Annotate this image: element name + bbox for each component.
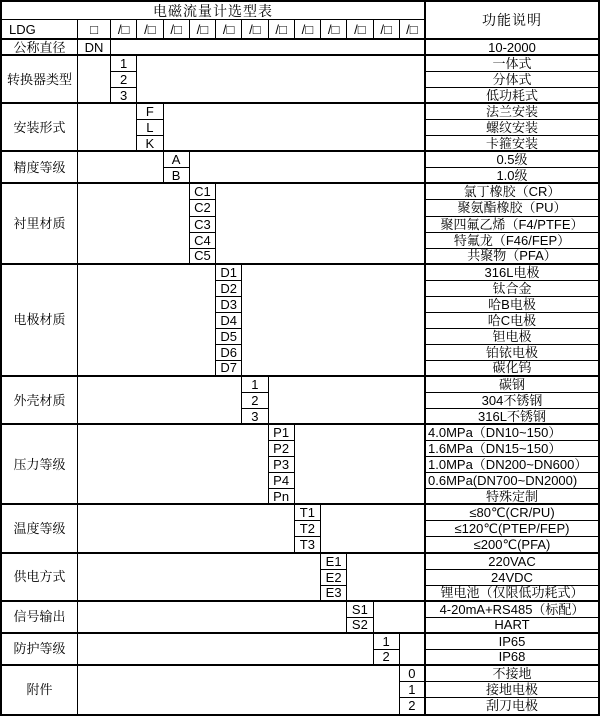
code-cell: 1 — [242, 377, 268, 393]
empty-area — [269, 377, 427, 425]
desc-cell: HART — [426, 618, 598, 634]
empty-area — [78, 634, 374, 666]
desc-cell: 特殊定制 — [426, 489, 598, 505]
code-cell: D5 — [216, 329, 242, 345]
model-digit-slot: /□ — [400, 20, 426, 40]
code-cell: Pn — [269, 489, 295, 505]
empty-area — [111, 40, 426, 56]
desc-cell: ≤80℃(CR/PU) — [426, 505, 598, 521]
desc-cell: 锂电池（仅限低功耗式） — [426, 586, 598, 602]
desc-cell: 哈B电极 — [426, 297, 598, 313]
model-digit-slot: /□ — [269, 20, 295, 40]
desc-cell: 哈C电极 — [426, 313, 598, 329]
model-digit-slot: /□ — [321, 20, 347, 40]
section-label: 电极材质 — [2, 265, 78, 377]
code-cell: E1 — [321, 554, 347, 570]
section-label: 转换器类型 — [2, 56, 78, 104]
desc-cell: 220VAC — [426, 554, 598, 570]
desc-cell: 一体式 — [426, 56, 598, 72]
code-cell: D7 — [216, 361, 242, 377]
desc-cell: 不接地 — [426, 666, 598, 682]
empty-area — [321, 505, 426, 553]
empty-area — [78, 602, 347, 634]
desc-cell: 24VDC — [426, 570, 598, 586]
code-cell: P3 — [269, 457, 295, 473]
empty-area — [137, 56, 426, 104]
model-digit-slot: /□ — [137, 20, 163, 40]
code-cell: T3 — [295, 537, 321, 553]
section-label: 温度等级 — [2, 505, 78, 553]
desc-cell: 法兰安装 — [426, 104, 598, 120]
model-digit-slot: /□ — [347, 20, 373, 40]
desc-cell: 刮刀电极 — [426, 698, 598, 714]
desc-cell: 特氟龙（F46/FEP） — [426, 233, 598, 249]
empty-area — [216, 184, 426, 264]
table-title: 电磁流量计选型表 — [2, 2, 426, 20]
code-cell: L — [137, 120, 163, 136]
section-label: 压力等级 — [2, 425, 78, 505]
desc-cell: 316L电极 — [426, 265, 598, 281]
empty-area — [347, 554, 426, 602]
desc-cell: 聚四氟乙烯（F4/PTFE） — [426, 217, 598, 233]
desc-cell: 螺纹安装 — [426, 120, 598, 136]
section-label: 附件 — [2, 666, 78, 714]
section-label: 防护等级 — [2, 634, 78, 666]
code-cell: K — [137, 136, 163, 152]
empty-area — [78, 554, 321, 602]
code-cell: 2 — [242, 393, 268, 409]
code-cell: B — [164, 168, 190, 184]
code-cell: 2 — [111, 72, 137, 88]
code-cell: F — [137, 104, 163, 120]
code-cell: P4 — [269, 473, 295, 489]
desc-cell: ≤120℃(PTEP/FEP) — [426, 521, 598, 537]
code-cell: 2 — [374, 650, 400, 666]
code-cell: C5 — [190, 249, 216, 265]
desc-cell: 0.5级 — [426, 152, 598, 168]
code-cell: D4 — [216, 313, 242, 329]
code-cell: D1 — [216, 265, 242, 281]
section-label: 供电方式 — [2, 554, 78, 602]
desc-cell: 304不锈钢 — [426, 393, 598, 409]
desc-cell: 1.0级 — [426, 168, 598, 184]
section-label: 精度等级 — [2, 152, 78, 184]
desc-cell: 1.6MPa（DN15~150） — [426, 441, 598, 457]
desc-cell: 碳化钨 — [426, 361, 598, 377]
model-digit-slot: /□ — [242, 20, 268, 40]
code-cell: 2 — [400, 698, 426, 714]
code-cell: D3 — [216, 297, 242, 313]
desc-cell: 4-20mA+RS485（标配） — [426, 602, 598, 618]
code-cell: 3 — [242, 409, 268, 425]
model-digit-slot: /□ — [216, 20, 242, 40]
empty-area — [78, 425, 269, 505]
desc-cell: 铂铱电极 — [426, 345, 598, 361]
model-digit-slot: /□ — [374, 20, 400, 40]
code-cell: 1 — [374, 634, 400, 650]
code-cell: E2 — [321, 570, 347, 586]
desc-cell: ≤200℃(PFA) — [426, 537, 598, 553]
code-cell: C1 — [190, 184, 216, 200]
model-code-label: LDG — [2, 20, 78, 40]
model-digit-slot: /□ — [164, 20, 190, 40]
model-digit-slot: /□ — [190, 20, 216, 40]
section-label: 信号输出 — [2, 602, 78, 634]
code-cell: C3 — [190, 217, 216, 233]
code-cell: D6 — [216, 345, 242, 361]
code-cell: E3 — [321, 586, 347, 602]
empty-area — [78, 152, 164, 184]
desc-cell: 0.6MPa(DN700~DN2000) — [426, 473, 598, 489]
desc-cell: 共聚物（PFA） — [426, 249, 598, 265]
code-cell: C4 — [190, 233, 216, 249]
desc-cell: 碳钢 — [426, 377, 598, 393]
desc-cell: 4.0MPa（DN10~150） — [426, 425, 598, 441]
empty-area — [164, 104, 427, 152]
model-code-first-slot: □ — [78, 20, 111, 40]
desc-cell: 氯丁橡胶（CR） — [426, 184, 598, 200]
desc-cell: 1.0MPa（DN200~DN600） — [426, 457, 598, 473]
function-description-header: 功能说明 — [426, 2, 598, 40]
desc-cell: 聚氨酯橡胶（PU） — [426, 200, 598, 216]
empty-area — [78, 265, 216, 377]
empty-area — [78, 505, 295, 553]
empty-area — [374, 602, 427, 634]
empty-area — [78, 104, 137, 152]
code-cell: A — [164, 152, 190, 168]
code-cell: S1 — [347, 602, 373, 618]
model-digit-slot: /□ — [111, 20, 137, 40]
desc-cell: IP65 — [426, 634, 598, 650]
empty-area — [400, 634, 426, 666]
code-cell: T1 — [295, 505, 321, 521]
desc-cell: 316L不锈钢 — [426, 409, 598, 425]
code-cell: P1 — [269, 425, 295, 441]
desc-cell: 分体式 — [426, 72, 598, 88]
code-cell: 1 — [111, 56, 137, 72]
section-label: 衬里材质 — [2, 184, 78, 264]
empty-area — [78, 184, 190, 264]
code-cell: S2 — [347, 618, 373, 634]
section-label: 安装形式 — [2, 104, 78, 152]
empty-area — [295, 425, 426, 505]
desc-cell: 钽电极 — [426, 329, 598, 345]
empty-area — [78, 666, 400, 714]
empty-area — [242, 265, 426, 377]
desc-cell: 接地电极 — [426, 682, 598, 698]
section-label: 外壳材质 — [2, 377, 78, 425]
code-cell: 0 — [400, 666, 426, 682]
empty-area — [190, 152, 426, 184]
code-cell: 1 — [400, 682, 426, 698]
code-cell: P2 — [269, 441, 295, 457]
desc-cell: 10-2000 — [426, 40, 598, 56]
code-cell: T2 — [295, 521, 321, 537]
code-cell: DN — [78, 40, 111, 56]
desc-cell: IP68 — [426, 650, 598, 666]
desc-cell: 低功耗式 — [426, 88, 598, 104]
desc-cell: 钛合金 — [426, 281, 598, 297]
model-digit-slot: /□ — [295, 20, 321, 40]
empty-area — [78, 377, 242, 425]
code-cell: C2 — [190, 200, 216, 216]
code-cell: 3 — [111, 88, 137, 104]
empty-area — [78, 56, 111, 104]
section-label: 公称直径 — [2, 40, 78, 56]
desc-cell: 卡箍安装 — [426, 136, 598, 152]
code-cell: D2 — [216, 281, 242, 297]
